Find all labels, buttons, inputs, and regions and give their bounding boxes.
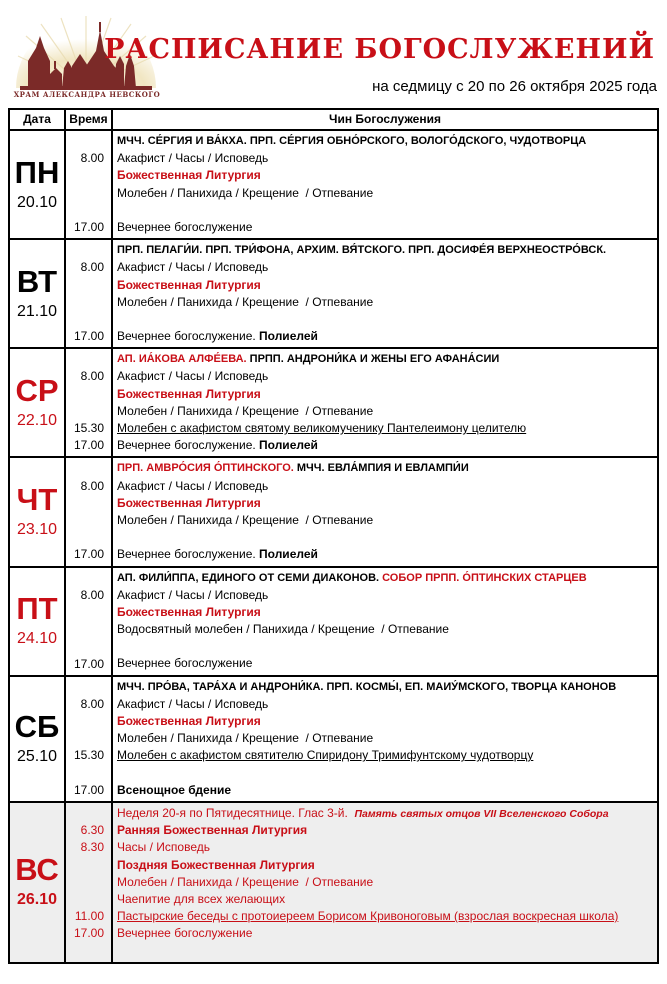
feast-line bbox=[117, 242, 657, 259]
feast-text: МЧЧ. ЕВЛА́МПИЯ И ЕВЛАМПИ́И bbox=[296, 462, 469, 475]
service-text: Акафист / Часы / Исповедь bbox=[117, 369, 269, 384]
service-item bbox=[117, 478, 657, 495]
service-text: Молебен / Панихида / Крещение / Отпевание bbox=[117, 731, 374, 746]
service-cell bbox=[112, 130, 658, 239]
date-cell bbox=[9, 676, 65, 802]
service-text: Вечернее богослужение bbox=[117, 926, 253, 941]
service-item bbox=[117, 839, 657, 856]
service-time: 17.00 bbox=[73, 656, 104, 671]
service-item bbox=[117, 822, 657, 839]
service-item bbox=[117, 857, 657, 874]
day-row bbox=[9, 567, 658, 676]
service-time: 17.00 bbox=[73, 438, 104, 453]
feast-text: АП. ФИЛИ́ППА, ЕДИНОГО ОТ СЕМИ ДИАКОНОВ. bbox=[117, 571, 383, 584]
day-row bbox=[9, 239, 658, 348]
day-date: 21.10 bbox=[16, 302, 58, 320]
day-row bbox=[9, 676, 658, 802]
service-item bbox=[117, 437, 657, 454]
service-item bbox=[117, 259, 657, 276]
service-cell bbox=[112, 348, 658, 457]
feast-commemoration: Память святых отцов VII Вселенского Собора bbox=[354, 807, 609, 820]
day-of-week: ПН bbox=[14, 154, 60, 190]
service-item bbox=[117, 403, 657, 420]
feast-text: МЧЧ. СЕ́РГИЯ И ВА́КХА. ПРП. СЕ́РГИЯ ОБНО́РСКОГО, ВОЛОГО́ДСКОГО, ЧУДОТВОРЦА bbox=[117, 135, 587, 147]
service-time: 8.30 bbox=[80, 840, 104, 855]
service-item bbox=[117, 713, 657, 730]
spacer-line bbox=[117, 529, 657, 546]
service-text: Вечернее богослужение. bbox=[117, 329, 260, 344]
time-cell bbox=[65, 457, 112, 566]
time-cell bbox=[65, 567, 112, 676]
service-text: Божественная Литургия bbox=[117, 714, 261, 728]
service-text: Акафист / Часы / Исповедь bbox=[117, 696, 269, 711]
column-header-service: Чин Богослужения bbox=[112, 109, 658, 130]
service-item bbox=[117, 219, 657, 236]
service-time: 17.00 bbox=[73, 547, 104, 562]
service-list bbox=[113, 240, 657, 347]
day-date: 24.10 bbox=[16, 630, 58, 648]
service-item bbox=[117, 294, 657, 311]
service-time: 8.00 bbox=[80, 587, 104, 602]
service-item bbox=[117, 150, 657, 167]
feast-line bbox=[117, 679, 657, 696]
time-cell bbox=[65, 676, 112, 802]
service-text: Божественная Литургия bbox=[117, 277, 261, 292]
service-item bbox=[117, 167, 657, 184]
service-text: Вечернее богослужение bbox=[117, 656, 253, 671]
service-item bbox=[117, 546, 657, 563]
service-text: Акафист / Часы / Исповедь bbox=[117, 151, 269, 166]
feast-text: СОБОР ПРПП. О́ПТИНСКИХ СТАРЦЕВ bbox=[382, 571, 587, 584]
day-of-week: ВТ bbox=[16, 263, 58, 299]
time-cell bbox=[65, 130, 112, 239]
service-item bbox=[117, 277, 657, 294]
day-date: 23.10 bbox=[16, 520, 58, 538]
service-item bbox=[117, 655, 657, 672]
date-cell bbox=[9, 567, 65, 676]
service-time: 15.30 bbox=[73, 421, 104, 436]
service-text: Божественная Литургия bbox=[117, 168, 261, 183]
day-date: 22.10 bbox=[16, 411, 58, 429]
service-time: 6.30 bbox=[80, 823, 104, 838]
date-cell bbox=[9, 130, 65, 239]
service-list bbox=[113, 803, 657, 962]
service-item bbox=[117, 925, 657, 942]
service-cell bbox=[112, 676, 658, 802]
column-header-date: Дата bbox=[9, 109, 65, 130]
page-title: РАСПИСАНИЕ БОГОСЛУЖЕНИЙ bbox=[104, 34, 655, 65]
day-of-week: ВС bbox=[15, 852, 59, 888]
service-text: Молебен с акафистом святителю Спиридону Тримифунтскому чудотворцу bbox=[117, 748, 534, 763]
service-text: Молебен с акафистом святому великомученику Пантелеимону целителю bbox=[117, 421, 527, 435]
service-text: Молебен / Панихида / Крещение / Отпевание bbox=[117, 874, 374, 889]
service-text: Молебен / Панихида / Крещение / Отпевание bbox=[117, 512, 374, 527]
service-time: 17.00 bbox=[73, 329, 104, 344]
service-list bbox=[113, 568, 657, 675]
service-item bbox=[117, 747, 657, 764]
service-text: Пастырские беседы с протоиереем Борисом Кривоноговым (взрослая воскресная школа) bbox=[117, 909, 619, 924]
service-item bbox=[117, 512, 657, 529]
spacer-line bbox=[117, 942, 657, 959]
column-header-time: Время bbox=[65, 109, 112, 130]
feast-text: МЧЧ. ПРО́ВА, ТАРА́ХА И АНДРОНИ́КА. ПРП. КОСМЫ́, ЕП. МАИУ́МСКОГО, ТВОРЦА КАНОНОВ bbox=[117, 680, 617, 693]
service-note: Полиелей bbox=[259, 438, 318, 453]
service-list bbox=[113, 458, 657, 565]
spacer-line bbox=[117, 202, 657, 219]
service-item bbox=[117, 368, 657, 385]
service-time: 11.00 bbox=[74, 909, 104, 924]
service-cell bbox=[112, 567, 658, 676]
service-cell bbox=[112, 457, 658, 566]
service-text: Акафист / Часы / Исповедь bbox=[117, 587, 269, 602]
spacer-line bbox=[117, 765, 657, 782]
service-text: Молебен / Панихида / Крещение / Отпевание bbox=[117, 294, 374, 309]
day-row bbox=[9, 457, 658, 566]
feast-text: ПРПП. АНДРОНИ́КА И ЖЕНЫ ЕГО АФАНА́СИИ bbox=[249, 353, 500, 366]
service-item bbox=[117, 495, 657, 512]
feast-text: ПРП. АМВРО́СИЯ О́ПТИНСКОГО. bbox=[117, 462, 297, 475]
service-time: 8.00 bbox=[80, 369, 104, 384]
feast-text: Неделя 20-я по Пятидесятнице. Глас 3-й. bbox=[117, 805, 355, 820]
service-item bbox=[117, 696, 657, 713]
service-cell bbox=[112, 802, 658, 963]
date-cell bbox=[9, 457, 65, 566]
service-text: Акафист / Часы / Исповедь bbox=[117, 478, 269, 493]
date-cell bbox=[9, 239, 65, 348]
service-time: 8.00 bbox=[80, 478, 104, 493]
service-time: 8.00 bbox=[80, 696, 104, 711]
service-text: Божественная Литургия bbox=[117, 386, 261, 401]
feast-line bbox=[117, 351, 657, 368]
service-item bbox=[117, 730, 657, 747]
service-text: Водосвятный молебен / Панихида / Крещение / Отпевание bbox=[117, 622, 449, 637]
time-cell bbox=[65, 348, 112, 457]
service-time: 17.00 bbox=[73, 220, 104, 234]
feast-text: АП. ИА́КОВА АЛФЕ́ЕВА. bbox=[117, 353, 250, 366]
day-of-week: ЧТ bbox=[16, 481, 58, 517]
service-text: Божественная Литургия bbox=[117, 604, 261, 619]
day-date: 26.10 bbox=[16, 891, 58, 909]
service-list bbox=[113, 131, 657, 238]
service-time: 17.00 bbox=[73, 782, 104, 797]
service-time: 8.00 bbox=[80, 151, 104, 166]
feast-line bbox=[117, 133, 657, 150]
week-subtitle: на седмицу с 20 по 26 октября 2025 года bbox=[372, 78, 657, 95]
service-text: Поздняя Божественная Литургия bbox=[117, 857, 315, 872]
service-item bbox=[117, 621, 657, 638]
day-date: 20.10 bbox=[16, 193, 58, 211]
feast-line bbox=[117, 460, 657, 477]
service-time: 17.00 bbox=[73, 926, 104, 941]
service-cell bbox=[112, 239, 658, 348]
day-of-week: СБ bbox=[14, 708, 60, 744]
date-cell bbox=[9, 348, 65, 457]
service-note: Полиелей bbox=[259, 547, 318, 562]
time-cell bbox=[65, 239, 112, 348]
service-item bbox=[117, 891, 657, 908]
service-item bbox=[117, 782, 657, 799]
day-row bbox=[9, 802, 658, 963]
service-time: 8.00 bbox=[80, 260, 104, 275]
service-item bbox=[117, 386, 657, 403]
service-text: Божественная Литургия bbox=[117, 495, 261, 510]
feast-text: ПРП. ПЕЛАГИ́И. ПРП. ТРИ́ФОНА, АРХИМ. ВЯ́ТСКОГО. ПРП. ДОСИФЕ́Я ВЕРХНЕОСТРО́ВСК. bbox=[117, 244, 607, 257]
service-item bbox=[117, 908, 657, 925]
table-header-row bbox=[9, 109, 658, 130]
service-item bbox=[117, 604, 657, 621]
service-text: Акафист / Часы / Исповедь bbox=[117, 260, 269, 275]
service-item bbox=[117, 185, 657, 202]
schedule-table bbox=[8, 108, 659, 964]
service-list bbox=[113, 677, 657, 801]
spacer-line bbox=[117, 638, 657, 655]
service-text: Вечернее богослужение. bbox=[117, 547, 260, 562]
service-list bbox=[113, 349, 657, 456]
time-cell bbox=[65, 802, 112, 963]
day-of-week: СР bbox=[15, 372, 59, 408]
spacer-line bbox=[117, 311, 657, 328]
service-text: Ранняя Божественная Литургия bbox=[117, 823, 308, 838]
date-cell bbox=[9, 802, 65, 963]
logo-caption: ХРАМ АЛЕКСАНДРА НЕВСКОГО bbox=[13, 90, 161, 99]
service-note: Полиелей bbox=[259, 329, 318, 344]
service-time: 15.30 bbox=[73, 748, 104, 763]
service-item bbox=[117, 328, 657, 345]
feast-line bbox=[117, 570, 657, 587]
day-date: 25.10 bbox=[16, 747, 58, 765]
day-row bbox=[9, 348, 658, 457]
service-text: Чаепитие для всех желающих bbox=[117, 891, 286, 906]
day-of-week: ПТ bbox=[16, 591, 58, 627]
service-text: Молебен / Панихида / Крещение / Отпевание bbox=[117, 185, 374, 200]
service-item bbox=[117, 874, 657, 891]
service-text: Вечернее богослужение bbox=[117, 219, 253, 234]
service-text: Всенощное бдение bbox=[117, 782, 232, 797]
day-row bbox=[9, 130, 658, 239]
feast-line bbox=[117, 805, 657, 822]
service-text: Вечернее богослужение. bbox=[117, 438, 260, 453]
service-item bbox=[117, 587, 657, 604]
service-text: Часы / Исповедь bbox=[117, 840, 210, 855]
service-text: Молебен / Панихида / Крещение / Отпевание bbox=[117, 403, 374, 418]
service-item bbox=[117, 420, 657, 437]
